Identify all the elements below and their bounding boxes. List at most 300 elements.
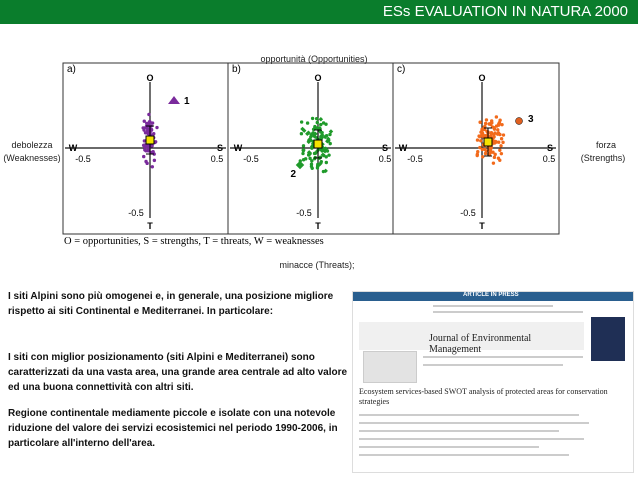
mean-marker	[484, 138, 492, 146]
paper-line	[359, 414, 579, 416]
data-point	[142, 144, 145, 147]
data-point	[146, 137, 149, 140]
label-weaknesses-2: (Weaknesses)	[3, 153, 61, 163]
paper-journal-title: Journal of Environmental Management	[429, 333, 532, 355]
data-point	[149, 140, 152, 143]
paper-line	[359, 446, 539, 448]
data-point	[323, 147, 326, 150]
data-point	[497, 122, 500, 125]
data-point	[145, 139, 148, 142]
data-point	[493, 131, 496, 134]
paper-title: Ecosystem services-based SWOT analysis of protected areas for conservation strategies	[359, 387, 608, 406]
data-point	[322, 154, 325, 157]
data-point	[485, 135, 488, 138]
data-point	[151, 137, 154, 140]
data-point	[325, 139, 330, 144]
data-point	[320, 149, 323, 152]
axis-label-s: S	[216, 143, 224, 153]
data-point	[496, 132, 499, 135]
data-point	[311, 167, 314, 170]
data-point	[141, 126, 144, 129]
data-point	[324, 123, 327, 126]
data-point	[147, 135, 150, 138]
tick-label-neg-y: -0.5	[296, 208, 312, 218]
data-point	[144, 131, 147, 134]
data-point	[144, 149, 147, 152]
axis-label-s: S	[381, 143, 389, 153]
paper-banner	[353, 292, 633, 301]
data-point	[148, 124, 151, 127]
data-point	[149, 134, 152, 137]
data-point	[484, 152, 487, 155]
tick-label-pos-x: 0.5	[210, 154, 224, 164]
data-point	[312, 134, 317, 139]
data-point	[319, 130, 322, 133]
data-point	[323, 135, 328, 140]
data-point	[309, 138, 312, 141]
data-point	[483, 126, 486, 129]
data-point	[149, 134, 152, 137]
data-point	[490, 119, 493, 122]
data-point	[308, 157, 311, 160]
data-point	[492, 135, 495, 138]
data-point	[308, 152, 311, 155]
data-point	[148, 127, 151, 130]
data-point	[151, 150, 154, 153]
axis-label-t: T	[315, 221, 321, 231]
data-point	[483, 144, 486, 147]
data-point	[300, 132, 303, 135]
panel-letter: c)	[397, 64, 406, 75]
data-point	[489, 146, 492, 149]
data-point	[304, 157, 307, 160]
data-point	[147, 149, 150, 152]
data-point	[150, 144, 153, 147]
data-point	[147, 146, 150, 149]
data-point	[491, 137, 494, 140]
data-point	[320, 133, 325, 138]
data-point	[497, 123, 500, 126]
data-point	[318, 147, 323, 152]
data-point	[319, 144, 324, 149]
data-point	[153, 141, 156, 144]
paper-journal-box	[359, 322, 584, 355]
data-point	[319, 123, 322, 126]
data-point	[482, 126, 485, 129]
data-point	[315, 150, 318, 153]
data-point	[311, 140, 314, 143]
data-point	[495, 124, 498, 127]
data-point	[155, 126, 158, 129]
data-point	[476, 138, 479, 141]
data-point	[302, 149, 305, 152]
data-point	[488, 151, 491, 154]
data-point	[319, 138, 322, 141]
data-point	[478, 121, 481, 124]
data-point	[145, 124, 148, 127]
data-point	[300, 120, 303, 123]
paper-line	[359, 454, 569, 456]
data-point	[315, 117, 318, 120]
data-point	[317, 162, 322, 167]
group-marker-1	[168, 96, 180, 104]
data-point	[147, 113, 150, 116]
data-point	[322, 170, 325, 173]
data-point	[312, 131, 315, 134]
data-point	[143, 139, 146, 142]
tick-label-pos-x: 0.5	[542, 154, 556, 164]
data-point	[324, 147, 329, 152]
data-point	[145, 162, 148, 165]
data-point	[143, 120, 146, 123]
data-point	[476, 153, 479, 156]
data-point	[314, 152, 317, 155]
axis-label-o: O	[146, 73, 154, 83]
axis-label-t: T	[479, 221, 485, 231]
data-point	[152, 136, 155, 139]
data-point	[325, 161, 328, 164]
axis-label-s: S	[546, 143, 554, 153]
paragraph-3: Regione continentale mediamente piccole e isolate con una notevole riduzione del valore dei servizi ecosistemici nel periodo 1990-2006, in particolare all'interno dell'area.	[8, 408, 338, 449]
data-point	[148, 121, 151, 124]
data-point	[145, 145, 148, 148]
data-point	[490, 132, 493, 135]
data-point	[318, 143, 321, 146]
data-point	[498, 121, 501, 124]
data-point	[490, 131, 493, 134]
data-point	[146, 125, 149, 128]
data-point	[313, 157, 316, 160]
data-point	[494, 140, 497, 143]
data-point	[306, 121, 309, 124]
data-point	[306, 130, 311, 135]
data-point	[299, 159, 302, 162]
data-point	[322, 148, 327, 153]
data-point	[485, 149, 488, 152]
panel-letter: b)	[232, 64, 241, 75]
data-point	[491, 140, 494, 143]
data-point	[489, 135, 492, 138]
data-point	[147, 140, 150, 143]
data-point	[321, 146, 324, 149]
paragraph-2: I siti con miglior posizionamento (siti Alpini e Mediterranei) sono caratterizzati da una vasta area, una grande area centrale ad alto valore ed una buona connettività con altri siti.	[8, 352, 348, 393]
data-point	[489, 148, 492, 151]
data-point	[148, 134, 151, 137]
data-point	[324, 147, 327, 150]
axis-label-t: T	[147, 221, 153, 231]
data-point	[480, 133, 483, 136]
paragraph-1: I siti Alpini sono più omogenei e, in generale, una posizione migliore rispetto ai siti Continental e Mediterranei. In particolare:	[8, 291, 334, 317]
data-point	[479, 139, 482, 142]
data-point	[490, 121, 493, 124]
data-point	[150, 144, 153, 147]
data-point	[151, 165, 154, 168]
data-point	[319, 134, 324, 139]
data-point	[500, 152, 503, 155]
data-point	[487, 152, 490, 155]
data-point	[327, 139, 330, 142]
data-point	[497, 131, 500, 134]
data-point	[480, 128, 483, 131]
data-point	[312, 134, 315, 137]
data-point	[487, 122, 490, 125]
data-point	[487, 147, 490, 150]
data-point	[301, 148, 306, 153]
data-point	[493, 127, 496, 130]
data-point	[485, 136, 488, 139]
data-point	[147, 148, 150, 151]
data-point	[148, 131, 151, 134]
data-point	[492, 161, 495, 164]
data-point	[147, 148, 150, 151]
data-point	[307, 137, 312, 142]
data-point	[149, 138, 152, 141]
data-point	[149, 151, 152, 154]
data-point	[313, 127, 316, 130]
data-point	[142, 155, 145, 158]
data-point	[326, 139, 329, 142]
data-point	[481, 148, 484, 151]
axis-label-w: W	[233, 143, 243, 153]
data-point	[487, 144, 490, 147]
data-point	[497, 140, 500, 143]
data-point	[319, 117, 324, 122]
data-point	[489, 149, 492, 152]
axis-label-o: O	[478, 73, 486, 83]
data-point	[502, 133, 505, 136]
data-point	[313, 125, 316, 128]
data-point	[489, 138, 492, 141]
data-point	[480, 129, 483, 132]
paper-line	[359, 430, 559, 432]
data-point	[485, 143, 488, 146]
data-point	[318, 143, 323, 148]
paper-line	[433, 311, 583, 313]
tick-label-neg-x: -0.5	[75, 154, 91, 164]
data-point	[483, 141, 486, 144]
data-point	[483, 128, 486, 131]
mean-marker	[314, 140, 322, 148]
axis-label-w: W	[398, 143, 408, 153]
data-point	[319, 141, 322, 144]
data-point	[489, 151, 492, 154]
data-point	[484, 122, 487, 125]
data-point	[147, 145, 150, 148]
data-point	[486, 131, 489, 134]
data-point	[325, 134, 328, 137]
data-point	[320, 131, 323, 134]
paper-line	[359, 422, 589, 424]
data-point	[152, 132, 155, 135]
data-point	[306, 140, 311, 145]
label-opportunities: opportunità (Opportunities)	[260, 54, 368, 64]
data-point	[497, 156, 500, 159]
data-point	[498, 133, 501, 136]
data-point	[482, 143, 485, 146]
data-point	[493, 156, 496, 159]
data-point	[486, 130, 489, 133]
data-point	[476, 154, 479, 157]
paper-thumbnail	[352, 291, 634, 473]
data-point	[320, 136, 323, 139]
tick-label-neg-x: -0.5	[243, 154, 259, 164]
data-point	[316, 164, 319, 167]
data-point	[310, 145, 313, 148]
data-point	[477, 134, 480, 137]
paper-banner-text: ARTICLE IN PRESS	[463, 292, 519, 298]
data-point	[483, 134, 486, 137]
data-point	[153, 159, 156, 162]
data-point	[487, 145, 490, 148]
tick-label-pos-x: 0.5	[378, 154, 392, 164]
paper-line	[433, 305, 553, 307]
data-point	[485, 138, 488, 141]
data-point	[319, 155, 322, 158]
data-point	[310, 144, 315, 149]
data-point	[143, 143, 146, 146]
data-point	[148, 140, 151, 143]
data-point	[150, 128, 153, 131]
data-point	[323, 169, 328, 174]
group-label-1: 1	[184, 96, 190, 107]
data-point	[148, 133, 151, 136]
data-point	[326, 149, 329, 152]
data-point	[302, 158, 305, 161]
data-point	[320, 142, 325, 147]
data-point	[146, 128, 149, 131]
data-point	[490, 137, 493, 140]
label-strengths-1: forza	[595, 140, 616, 150]
data-point	[302, 144, 305, 147]
data-point	[483, 148, 486, 151]
data-point	[305, 132, 310, 137]
tick-label-neg-x: -0.5	[407, 154, 423, 164]
data-point	[318, 136, 323, 141]
data-point	[143, 148, 146, 151]
data-point	[146, 140, 149, 143]
data-point	[146, 132, 149, 135]
data-point	[485, 136, 488, 139]
data-point	[144, 126, 147, 129]
data-point	[147, 147, 150, 150]
data-point	[148, 120, 151, 123]
data-point	[308, 153, 311, 156]
data-point	[318, 157, 321, 160]
data-point	[485, 140, 488, 143]
data-point	[490, 138, 493, 141]
label-strengths-2: (Strengths)	[580, 153, 626, 163]
data-point	[145, 122, 148, 125]
data-point	[147, 142, 150, 145]
data-point	[318, 161, 323, 166]
page-title: ESs EVALUATION IN NATURA 2000	[382, 3, 628, 20]
data-point	[146, 138, 149, 141]
data-point	[499, 144, 502, 147]
data-point	[495, 115, 498, 118]
data-point	[153, 152, 156, 155]
data-point	[319, 135, 324, 140]
data-point	[482, 135, 485, 138]
group-label-2: 2	[290, 169, 296, 180]
group-marker-2	[296, 161, 304, 169]
data-point	[484, 139, 487, 142]
data-point	[329, 129, 334, 134]
data-point	[476, 150, 479, 153]
data-point	[488, 153, 491, 156]
data-point	[498, 149, 501, 152]
data-point	[307, 153, 310, 156]
data-point	[478, 146, 481, 149]
data-point	[148, 131, 151, 134]
elsevier-logo-icon	[363, 351, 417, 383]
data-point	[495, 140, 498, 143]
data-point	[318, 142, 321, 145]
data-point	[147, 139, 150, 142]
data-point	[492, 126, 495, 129]
label-weaknesses-1: debolezza	[11, 140, 53, 150]
data-point	[484, 142, 487, 145]
data-point	[491, 139, 494, 142]
data-point	[486, 137, 489, 140]
data-point	[481, 155, 484, 158]
group-label-3: 3	[528, 114, 534, 125]
data-point	[316, 121, 319, 124]
data-point	[310, 162, 313, 165]
data-point	[489, 122, 492, 125]
data-point	[487, 140, 490, 143]
data-point	[327, 153, 330, 156]
paper-line	[423, 364, 563, 366]
data-point	[329, 142, 332, 145]
data-point	[321, 153, 326, 158]
data-point	[313, 152, 316, 155]
mean-marker	[146, 136, 154, 144]
data-point	[493, 153, 496, 156]
data-point	[314, 156, 317, 159]
data-point	[490, 142, 493, 145]
figure-legend: O = opportunities, S = strengths, T = threats, W = weaknesses	[64, 236, 324, 247]
data-point	[144, 160, 147, 163]
data-point	[313, 132, 318, 137]
data-point	[149, 135, 152, 138]
data-point	[317, 145, 322, 150]
data-point	[309, 132, 314, 137]
data-point	[481, 132, 484, 135]
data-point	[148, 120, 151, 123]
figure-frame	[63, 63, 559, 234]
data-point	[146, 130, 149, 133]
data-point	[483, 144, 486, 147]
data-point	[501, 141, 504, 144]
data-point	[323, 149, 328, 154]
tick-label-neg-y: -0.5	[128, 208, 144, 218]
data-point	[320, 160, 323, 163]
data-point	[300, 127, 305, 132]
data-point	[489, 123, 492, 126]
data-point	[316, 166, 319, 169]
data-point	[480, 134, 483, 137]
data-point	[318, 129, 321, 132]
journal-cover-image	[591, 317, 625, 361]
data-point	[307, 150, 312, 155]
panel-letter: a)	[67, 64, 76, 75]
data-point	[145, 139, 148, 142]
data-point	[485, 130, 488, 133]
data-point	[485, 118, 488, 121]
data-point	[316, 126, 319, 129]
label-threats: minacce (Threats);	[279, 260, 355, 270]
data-point	[479, 130, 482, 133]
